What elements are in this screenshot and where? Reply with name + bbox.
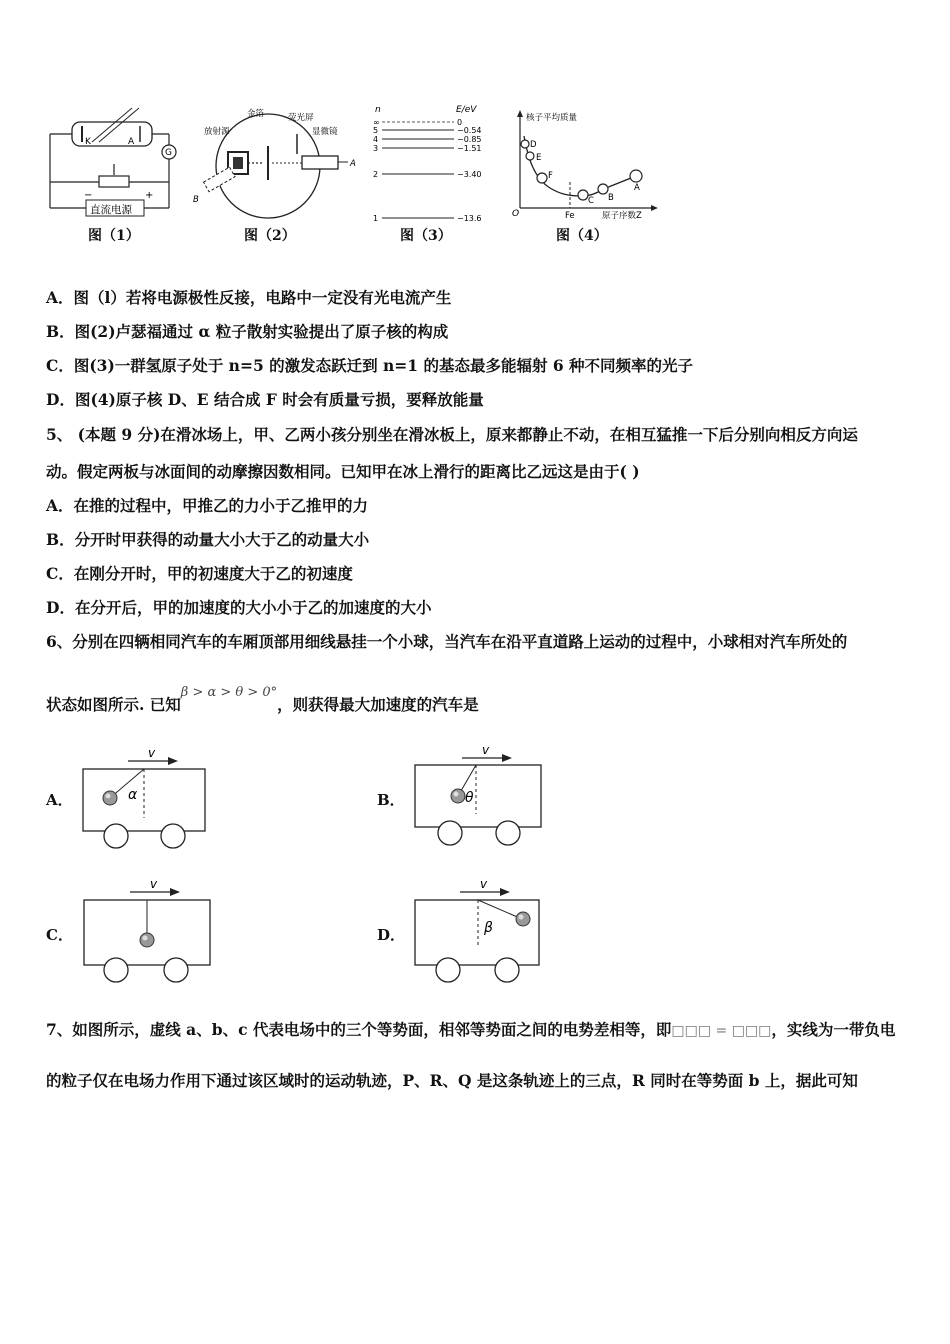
fig4-label-e: E xyxy=(536,153,542,163)
q6-car-a xyxy=(80,746,210,850)
fig1-label-source: 直流电源 xyxy=(90,204,132,216)
fig2-label-b: B xyxy=(193,195,199,205)
fig4-label-xaxis: 原子序数Z xyxy=(602,211,642,220)
figure-2-alpha-scattering xyxy=(190,104,360,222)
fig1-label-k: K xyxy=(85,137,91,147)
fig1-label-minus: − xyxy=(84,190,93,201)
q6-car-d-angle: β xyxy=(484,920,493,936)
fig1-label-g: G xyxy=(165,148,172,158)
q7-potential-math: □□□ = □□□ xyxy=(671,1023,772,1039)
energy-level-value: 0 xyxy=(457,118,463,127)
fig2-label-microscope: 显微镜 xyxy=(312,127,338,137)
fig4-label-f: F xyxy=(548,171,553,181)
energy-level-n: ∞ xyxy=(373,118,380,127)
fig3-label-e: E/eV xyxy=(456,105,477,115)
energy-level-n: 2 xyxy=(373,170,379,179)
fig4-label-c: C xyxy=(588,196,594,206)
fig4-label-origin: O xyxy=(512,209,520,219)
fig2-label-source: 放射源 xyxy=(204,127,230,137)
q4-option-c: C．图(3)一群氢原子处于 n=5 的激发态跃迁到 n=1 的基态最多能辐射 6 种不同频率的光子 xyxy=(46,356,694,375)
energy-level-value: −13.6 xyxy=(457,214,482,223)
figure-1-caption: 图（1） xyxy=(88,228,140,244)
figure-2-caption: 图（2） xyxy=(244,228,296,244)
fig2-label-screen: 荧光屏 xyxy=(288,113,314,123)
energy-level-value: −0.85 xyxy=(457,135,482,144)
q7-stem-pre: 7、如图所示，虚线 a、b、c 代表电场中的三个等势面，相邻等势面之间的电势差相等，即 xyxy=(46,1020,672,1039)
q7-stem-post: ，实线为一带负电 xyxy=(771,1020,896,1039)
energy-level-n: 4 xyxy=(373,135,379,144)
q6-car-b xyxy=(412,742,546,848)
q6-stem-post: ，则获得最大加速度的汽车是 xyxy=(277,695,479,714)
figure-4-caption: 图（4） xyxy=(556,228,608,244)
q6-option-b-label: B． xyxy=(377,791,405,809)
fig4-label-yaxis: 核子平均质量 xyxy=(526,113,578,123)
energy-level-value: −1.51 xyxy=(457,144,482,153)
fig3-label-n: n xyxy=(375,105,381,115)
q4-option-a: A．图（l）若将电源极性反接，电路中一定没有光电流产生 xyxy=(46,288,452,307)
fig4-label-a: A xyxy=(634,183,640,193)
fig4-label-fe: Fe xyxy=(565,211,575,220)
fig4-label-d: D xyxy=(530,140,537,150)
figure-1-photoelectric-circuit xyxy=(44,102,184,220)
q5-option-b: B．分开时甲获得的动量大小大于乙的动量大小 xyxy=(46,530,370,549)
q5-option-c: C．在刚分开时，甲的初速度大于乙的初速度 xyxy=(46,564,353,583)
energy-level-n: 3 xyxy=(373,144,379,153)
q6-option-d-label: D． xyxy=(377,926,406,944)
q6-option-a-label: A． xyxy=(46,791,73,809)
q4-option-d: D．图(4)原子核 D、E 结合成 F 时会有质量亏损，要释放能量 xyxy=(46,390,484,409)
q6-car-d-v: v xyxy=(480,877,488,891)
fig1-label-a: A xyxy=(128,137,135,147)
figure-3-caption: 图（3） xyxy=(400,228,452,244)
figure-3-energy-levels xyxy=(368,102,498,226)
q7-stem-line-2: 的粒子仅在电场力作用下通过该区域时的运动轨迹，P、R、Q 是这条轨迹上的三点，R 同时在等势面 b 上，据此可知 xyxy=(46,1071,858,1090)
q5-stem-line-2: 动。假定两板与冰面间的动摩擦因数相同。已知甲在冰上滑行的距离比乙远这是由于( ) xyxy=(46,462,640,481)
energy-level-n: 5 xyxy=(373,126,379,135)
q6-car-b-v: v xyxy=(482,743,490,757)
energy-level-value: −0.54 xyxy=(457,126,482,135)
q6-car-a-v: v xyxy=(148,746,156,760)
q6-car-c-v: v xyxy=(150,877,158,891)
q6-car-c xyxy=(80,876,214,984)
q7-stem-line-1 xyxy=(46,1018,895,1040)
q5-option-d: D．在分开后，甲的加速度的大小小于乙的加速度的大小 xyxy=(46,598,432,617)
q4-option-b: B．图(2)卢瑟福通过 α 粒子散射实验提出了原子核的构成 xyxy=(46,322,449,341)
q6-condition-math: β > α > θ > 0° xyxy=(180,685,278,700)
energy-level-n: 1 xyxy=(373,214,379,223)
q6-stem-line-1: 6、分别在四辆相同汽车的车厢顶部用细线悬挂一个小球，当汽车在沿平直道路上运动的过程中，小球相对汽车所处的 xyxy=(46,632,848,651)
q6-car-d xyxy=(412,876,546,984)
q6-car-b-angle: θ xyxy=(465,790,474,806)
fig1-label-plus: + xyxy=(145,190,154,201)
fig4-label-b: B xyxy=(608,193,614,203)
q6-option-c-label: C． xyxy=(46,926,73,944)
energy-level-value: −3.40 xyxy=(457,170,482,179)
figure-4-binding-curve xyxy=(510,108,660,220)
q5-option-a: A．在推的过程中，甲推乙的力小于乙推甲的力 xyxy=(46,496,369,515)
q6-stem-pre: 状态如图所示. 已知 xyxy=(46,695,181,714)
fig2-label-a: A xyxy=(350,159,356,169)
q5-stem-line-1: 5、 (本题 9 分)在滑冰场上，甲、乙两小孩分别坐在滑冰板上，原来都静止不动，在相互猛推一下后分别向相反方向运 xyxy=(46,425,858,444)
fig2-label-gold-foil: 金箔 xyxy=(247,109,265,119)
q6-car-a-angle: α xyxy=(128,787,138,803)
